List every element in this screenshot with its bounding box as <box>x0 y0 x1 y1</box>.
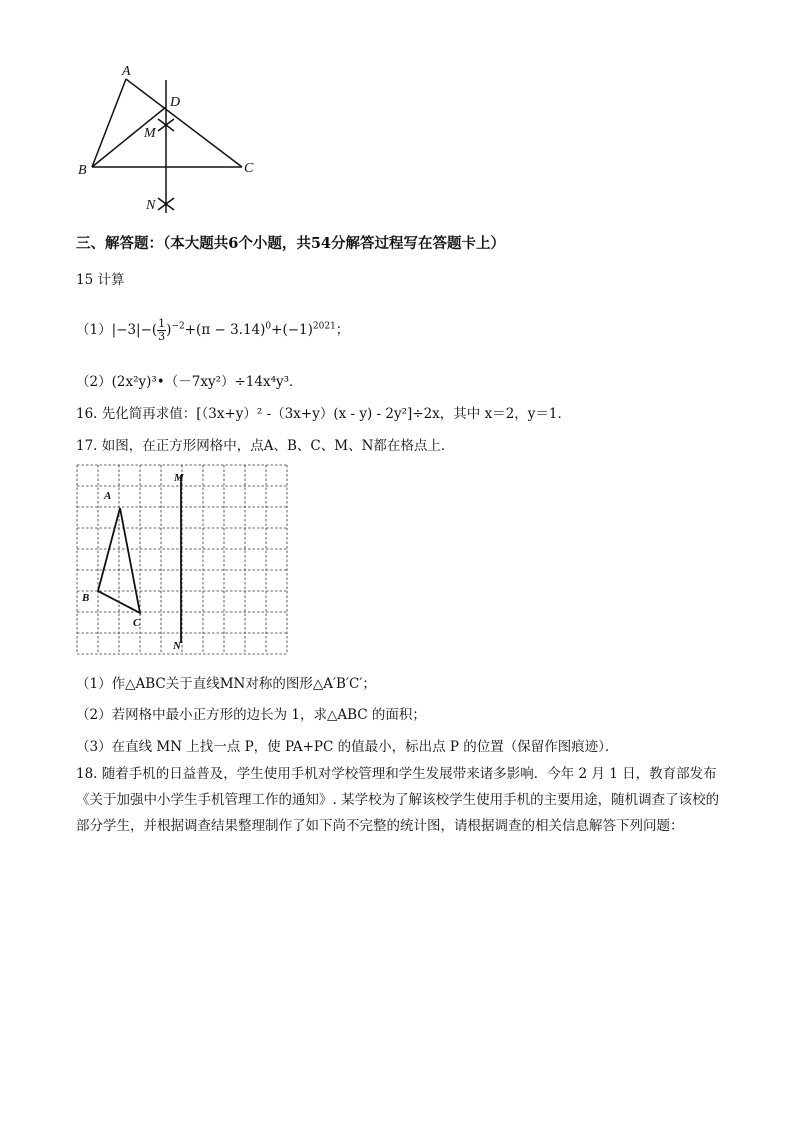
segment-ac <box>126 79 242 167</box>
point-label-b: B <box>78 163 87 178</box>
q15-part1: （1）|−3|−( $\frac{1}{3}$ )$^{-2}+(\pi - 3.14)^0+(-1)^{2021}$； <box>76 317 350 343</box>
q17-sub2: （2）若网格中最小正方形的边长为 1，求△ABC 的面积； <box>76 707 426 723</box>
q18-text: 18. 随着手机的日益普及，学生使用手机对学校管理和学生发展带来诸多影响．今年 2 月 1 日，教育部发布《关于加强中小学生手机管理工作的通知》. 某学校为了解该校学生使用手机的主要用途，随机调查了该校的部分学生，并根据调查结果整理制作了如下尚不完整的统计图，请根据调查的相关信息解答下列问题： <box>76 766 720 834</box>
point-label-n: N <box>146 198 156 213</box>
q15-part1-pi-term: +(π − 3.14) <box>184 322 266 338</box>
q17-sub3: （3）在直线 MN 上找一点 P，使 PA+PC 的值最小，标出点 P 的位置（保留作图痕迹）． <box>76 739 619 755</box>
fraction-one-third <box>157 318 166 343</box>
q17-stem: 17. 如图，在正方形网格中，点A、B、C、M、N都在格点上． <box>76 438 455 454</box>
q15-part2-expression: (2x²y)³•（－7xy²）÷14x⁴y³． <box>111 374 303 390</box>
grid-label-b: B <box>82 592 90 604</box>
q15-part1-number: （1） <box>76 322 112 338</box>
q15-part2-number: （2） <box>76 374 112 390</box>
q15-part1-neg1-term: +(−1) <box>271 322 313 338</box>
fraction-denominator: 3 <box>158 330 166 343</box>
grid-label-a: A <box>104 490 112 502</box>
triangle-bisector-figure <box>70 60 270 220</box>
square-grid-figure <box>74 462 292 660</box>
exponent-neg2: −2 <box>171 321 185 332</box>
point-label-c: C <box>244 161 254 176</box>
fraction-numerator: 1 <box>158 317 166 330</box>
q15-part1-abs: |−3|−( <box>111 322 158 338</box>
grid-label-c: C <box>133 617 141 629</box>
q15-title: 15 计算 <box>76 272 125 288</box>
q15-part1-end: ； <box>335 322 350 338</box>
q15-part2 <box>76 370 303 390</box>
grid-label-n: N <box>173 640 181 652</box>
point-label-d: D <box>170 95 181 110</box>
q16-text: 16. 先化简再求值：[（3x+y）² -（3x+y）(x - y) - 2y²]÷2x，其中 x＝2，y＝1． <box>76 406 572 422</box>
exponent-zero: 0 <box>265 321 272 332</box>
point-label-a: A <box>122 64 131 79</box>
point-label-m: M <box>144 126 156 141</box>
section-heading: 三、解答题：（本大题共6个小题，共54分解答过程写在答题卡上） <box>76 235 506 252</box>
grid-label-m: M <box>174 472 184 484</box>
exponent-2021: 2021 <box>312 321 336 332</box>
q17-sub1: （1）作△ABC关于直线MN对称的图形△A′B′C′； <box>76 676 376 692</box>
